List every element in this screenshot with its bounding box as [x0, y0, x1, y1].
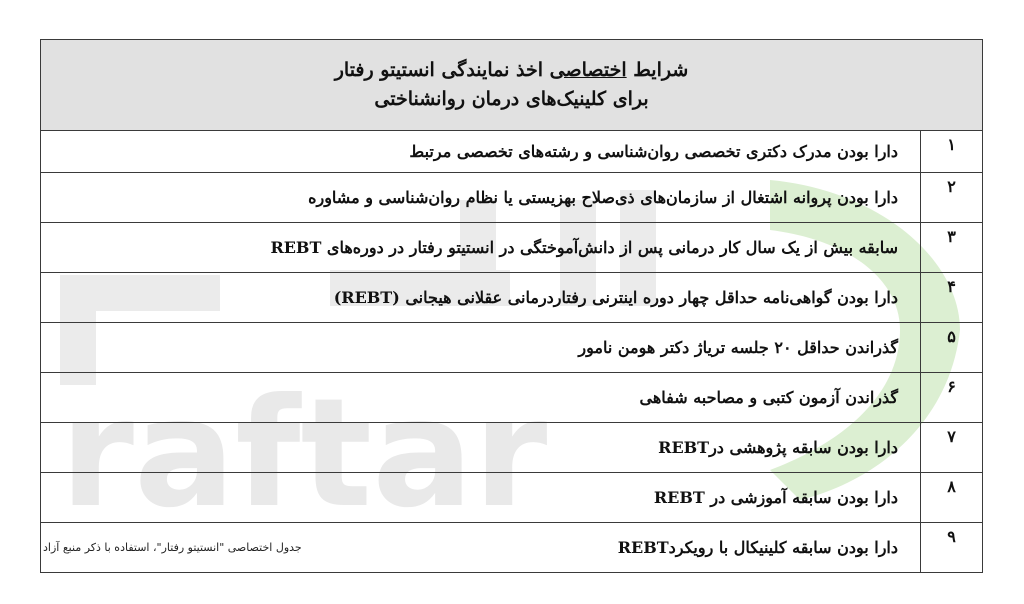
row-number: ۲ — [921, 173, 983, 223]
row-text: گذراندن حداقل ۲۰ جلسه تریاژ دکتر هومن نامور — [41, 323, 921, 373]
row-number: ۹ — [921, 523, 983, 573]
table-title: شرایط اختصاصی اخذ نمایندگی انستیتو رفتار — [334, 58, 689, 81]
table-row — [41, 373, 983, 423]
conditions-table — [40, 39, 983, 573]
row-number: ۸ — [921, 473, 983, 523]
table-row — [41, 473, 983, 523]
table-header — [41, 40, 983, 131]
row-number: ۷ — [921, 423, 983, 473]
row-text: دارا بودن مدرک دکتری تخصصی روان‌شناسی و رشته‌های تخصصی مرتبط — [41, 131, 921, 173]
watermark-latin-text: raftar — [60, 367, 548, 541]
table-row — [41, 173, 983, 223]
row-text: دارا بودن سابقه پژوهشی درREBT — [41, 423, 921, 473]
row-number: ۴ — [921, 273, 983, 323]
table-row — [41, 273, 983, 323]
row-text: دارا بودن گواهی‌نامه حداقل چهار دوره اینترنی رفتاردرمانی عقلانی هیجانی (REBT) — [41, 273, 921, 323]
table-row — [41, 131, 983, 173]
row-text: دارا بودن پروانه اشتغال از سازمان‌های ذی‌صلاح بهزیستی یا نظام روان‌شناسی و مشاوره — [41, 173, 921, 223]
table-subtitle: برای کلینیک‌های درمان روانشناختی — [374, 88, 649, 110]
row-text: دارا بودن سابقه کلینیکال با رویکردREBT — [41, 523, 921, 573]
table-row — [41, 223, 983, 273]
row-number: ۵ — [921, 323, 983, 373]
row-number: ۶ — [921, 373, 983, 423]
title-underlined-word: اختصاصی — [549, 58, 627, 81]
row-text: گذراندن آزمون کتبی و مصاحبه شفاهی — [41, 373, 921, 423]
row-number: ۱ — [921, 131, 983, 173]
table-row — [41, 423, 983, 473]
row-text: سابقه بیش از یک سال کار درمانی پس از دانش‌آموختگی در انستیتو رفتار در دوره‌های REBT — [41, 223, 921, 273]
table-caption: جدول اختصاصی "انستیتو رفتار"، استفاده با ذکر منبع آزاد — [43, 541, 302, 554]
row-number: ۳ — [921, 223, 983, 273]
row-text: دارا بودن سابقه آموزشی در REBT — [41, 473, 921, 523]
table-row — [41, 323, 983, 373]
